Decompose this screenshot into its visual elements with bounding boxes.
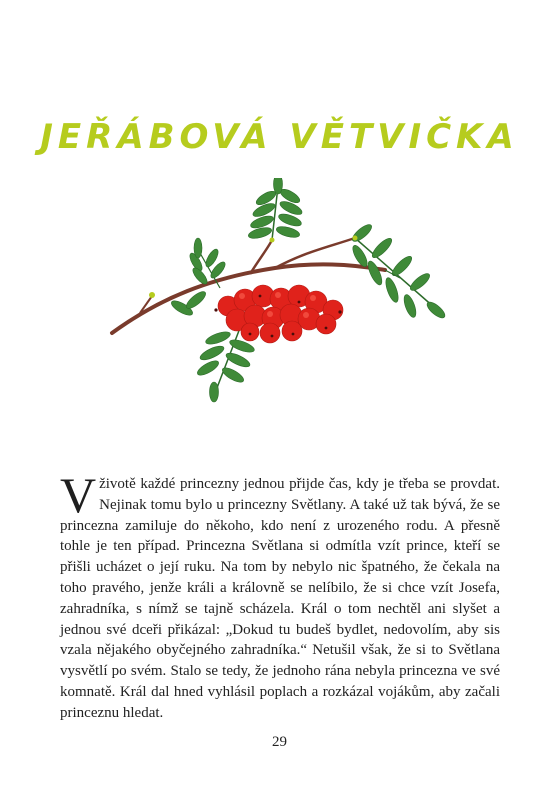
rowan-branch-icon [100, 178, 450, 403]
story-paragraph: životě každé princezny jednou přijde čas, kdy je třeba se provdat. Nejinak tomu bylo u princezny Světlany. A také už tak bývá, že se princezna zamiluje do někoho, kdo není z urozeného rodu. A přesně tohle je ten případ. Princezna Světlana si odmítla vzít prince, kteří se přišli ucházet o její ruku. Na tom by nebylo nic špatného, že čekala na toho pravého, jenže králi a královně se nelíbilo, že si chce vzít Josefa, zahradníka, s nímž se tajně scházela. Král o tom nechtěl ani slyšet a jednou své dceři přikázal: „Dokud tu budeš bydlet, nedovolím, aby sis vzala nějakého obyčejného zahradníka.“ Netušil však, že si to Světlana vysvětlí po svém. Stalo se tedy, že jednoho rána nebyla princezna ve své komnatě. Král dal hned vyhlásil poplach a rozkázal vojákům, aby začali princeznu hledat. [60, 476, 500, 721]
page-number: 29 [272, 734, 287, 750]
drop-cap: V [60, 467, 97, 523]
story-text [60, 467, 500, 724]
chapter-title: JEŘÁBOVÁ VĚTVIČKA [40, 116, 519, 157]
